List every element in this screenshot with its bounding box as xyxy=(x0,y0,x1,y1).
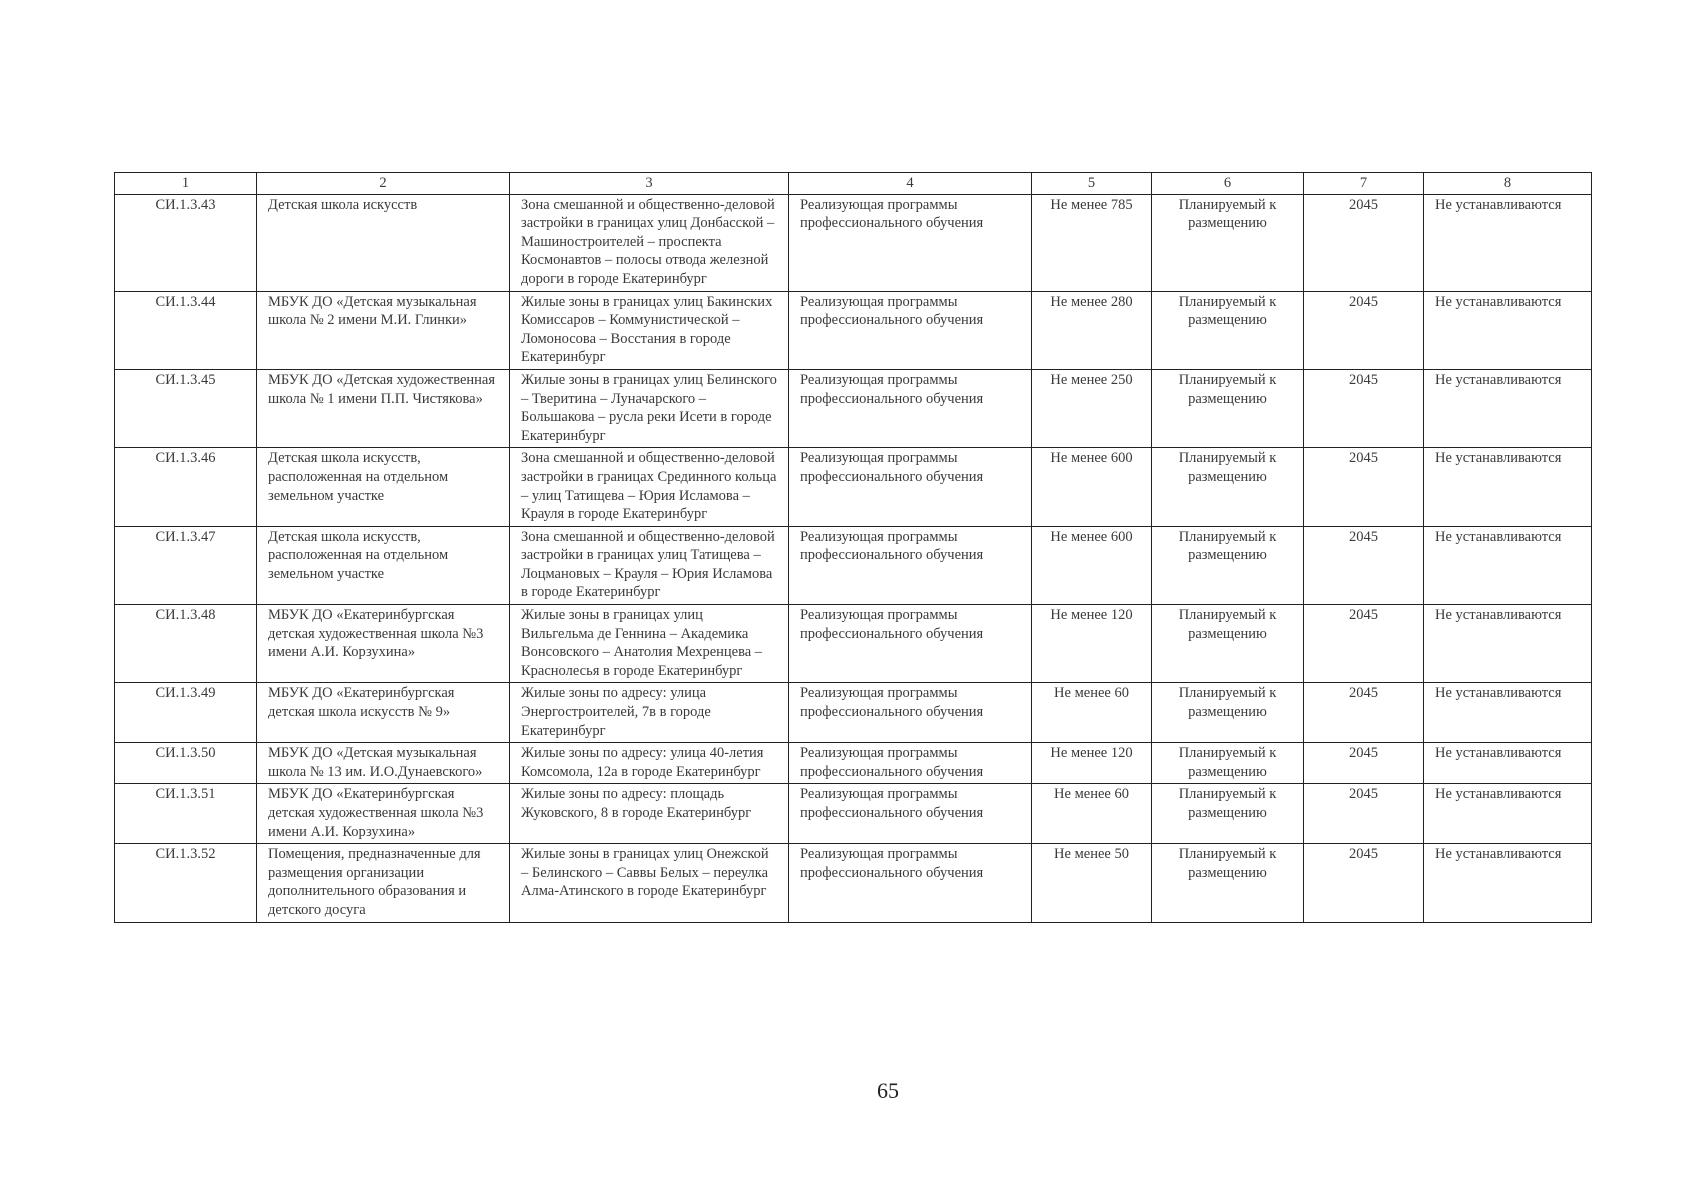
cell-name: Детская школа искусств, расположенная на отдельном земельном участке xyxy=(257,526,510,604)
column-header: 7 xyxy=(1304,173,1424,195)
cell-status: Планируемый к размещению xyxy=(1152,784,1304,844)
cell-location: Жилые зоны в границах улиц Онежской – Белинского – Саввы Белых – переулка Алма-Атинского в городе Екатеринбург xyxy=(510,844,789,922)
cell-type: Реализующая программы профессионального обучения xyxy=(789,448,1032,526)
column-header: 6 xyxy=(1152,173,1304,195)
cell-status: Планируемый к размещению xyxy=(1152,605,1304,683)
cell-status: Планируемый к размещению xyxy=(1152,743,1304,784)
cell-type: Реализующая программы профессионального обучения xyxy=(789,291,1032,369)
cell-location: Жилые зоны в границах улиц Белинского – Тверитина – Луначарского – Большакова – русла реки Исети в городе Екатеринбург xyxy=(510,369,789,447)
cell-capacity: Не менее 600 xyxy=(1032,526,1152,604)
table-row xyxy=(115,194,1592,291)
cell-code: СИ.1.3.51 xyxy=(115,784,257,844)
cell-capacity: Не менее 50 xyxy=(1032,844,1152,922)
cell-name: МБУК ДО «Детская музыкальная школа № 13 им. И.О.Дунаевского» xyxy=(257,743,510,784)
cell-limits: Не устанавливаются xyxy=(1424,743,1592,784)
cell-name: МБУК ДО «Екатеринбургская детская художественная школа №3 имени А.И. Корзухина» xyxy=(257,784,510,844)
cell-capacity: Не менее 600 xyxy=(1032,448,1152,526)
table-row xyxy=(115,526,1592,604)
cell-year: 2045 xyxy=(1304,605,1424,683)
cell-name: Детская школа искусств, расположенная на отдельном земельном участке xyxy=(257,448,510,526)
cell-type: Реализующая программы профессионального обучения xyxy=(789,844,1032,922)
cell-limits: Не устанавливаются xyxy=(1424,844,1592,922)
table-row xyxy=(115,743,1592,784)
cell-name: МБУК ДО «Екатеринбургская детская художественная школа №3 имени А.И. Корзухина» xyxy=(257,605,510,683)
cell-location: Зона смешанной и общественно-деловой застройки в границах Срединного кольца – улиц Татищева – Юрия Исламова – Крауля в городе Екатеринбург xyxy=(510,448,789,526)
cell-name: МБУК ДО «Екатеринбургская детская школа искусств № 9» xyxy=(257,683,510,743)
cell-name: МБУК ДО «Детская музыкальная школа № 2 имени М.И. Глинки» xyxy=(257,291,510,369)
cell-type: Реализующая программы профессионального обучения xyxy=(789,605,1032,683)
cell-year: 2045 xyxy=(1304,784,1424,844)
table-row xyxy=(115,448,1592,526)
cell-code: СИ.1.3.49 xyxy=(115,683,257,743)
table-row xyxy=(115,844,1592,922)
cell-year: 2045 xyxy=(1304,844,1424,922)
column-header: 2 xyxy=(257,173,510,195)
cell-location: Зона смешанной и общественно-деловой застройки в границах улиц Татищева – Лоцмановых – Крауля – Юрия Исламова в городе Екатеринбург xyxy=(510,526,789,604)
cell-limits: Не устанавливаются xyxy=(1424,605,1592,683)
cell-type: Реализующая программы профессионального обучения xyxy=(789,526,1032,604)
cell-type: Реализующая программы профессионального обучения xyxy=(789,743,1032,784)
cell-status: Планируемый к размещению xyxy=(1152,526,1304,604)
cell-year: 2045 xyxy=(1304,291,1424,369)
cell-code: СИ.1.3.45 xyxy=(115,369,257,447)
cell-status: Планируемый к размещению xyxy=(1152,369,1304,447)
cell-code: СИ.1.3.47 xyxy=(115,526,257,604)
cell-code: СИ.1.3.46 xyxy=(115,448,257,526)
cell-capacity: Не менее 785 xyxy=(1032,194,1152,291)
cell-capacity: Не менее 60 xyxy=(1032,784,1152,844)
cell-status: Планируемый к размещению xyxy=(1152,448,1304,526)
cell-capacity: Не менее 120 xyxy=(1032,605,1152,683)
table-row xyxy=(115,369,1592,447)
cell-capacity: Не менее 250 xyxy=(1032,369,1152,447)
cell-year: 2045 xyxy=(1304,526,1424,604)
cell-capacity: Не менее 280 xyxy=(1032,291,1152,369)
cell-year: 2045 xyxy=(1304,448,1424,526)
cell-year: 2045 xyxy=(1304,683,1424,743)
cell-name: Помещения, предназначенные для размещения организации дополнительного образования и детского досуга xyxy=(257,844,510,922)
cell-location: Жилые зоны в границах улиц Вильгельма де Геннина – Академика Вонсовского – Анатолия Мехренцева – Краснолесья в городе Екатеринбург xyxy=(510,605,789,683)
cell-name: Детская школа искусств xyxy=(257,194,510,291)
cell-location: Зона смешанной и общественно-деловой застройки в границах улиц Донбасской – Машиностроителей – проспекта Космонавтов – полосы отвода железной дороги в городе Екатеринбург xyxy=(510,194,789,291)
cell-status: Планируемый к размещению xyxy=(1152,683,1304,743)
cell-year: 2045 xyxy=(1304,369,1424,447)
cell-capacity: Не менее 60 xyxy=(1032,683,1152,743)
cell-location: Жилые зоны по адресу: улица 40-летия Комсомола, 12а в городе Екатеринбург xyxy=(510,743,789,784)
table-row xyxy=(115,683,1592,743)
table-header-row xyxy=(115,173,1592,195)
cell-limits: Не устанавливаются xyxy=(1424,448,1592,526)
cell-status: Планируемый к размещению xyxy=(1152,194,1304,291)
cell-limits: Не устанавливаются xyxy=(1424,526,1592,604)
column-header: 5 xyxy=(1032,173,1152,195)
cell-code: СИ.1.3.44 xyxy=(115,291,257,369)
cell-code: СИ.1.3.43 xyxy=(115,194,257,291)
column-header: 4 xyxy=(789,173,1032,195)
page-number: 65 xyxy=(877,1078,899,1103)
cell-year: 2045 xyxy=(1304,194,1424,291)
cell-limits: Не устанавливаются xyxy=(1424,784,1592,844)
cell-limits: Не устанавливаются xyxy=(1424,683,1592,743)
cell-name: МБУК ДО «Детская художественная школа № 1 имени П.П. Чистякова» xyxy=(257,369,510,447)
column-header: 8 xyxy=(1424,173,1592,195)
cell-code: СИ.1.3.52 xyxy=(115,844,257,922)
cell-limits: Не устанавливаются xyxy=(1424,291,1592,369)
cell-location: Жилые зоны по адресу: площадь Жуковского, 8 в городе Екатеринбург xyxy=(510,784,789,844)
facilities-table xyxy=(114,172,1592,923)
cell-location: Жилые зоны по адресу: улица Энергостроителей, 7в в городе Екатеринбург xyxy=(510,683,789,743)
cell-limits: Не устанавливаются xyxy=(1424,194,1592,291)
cell-status: Планируемый к размещению xyxy=(1152,844,1304,922)
cell-status: Планируемый к размещению xyxy=(1152,291,1304,369)
cell-type: Реализующая программы профессионального обучения xyxy=(789,683,1032,743)
cell-code: СИ.1.3.50 xyxy=(115,743,257,784)
cell-year: 2045 xyxy=(1304,743,1424,784)
table-row xyxy=(115,784,1592,844)
cell-limits: Не устанавливаются xyxy=(1424,369,1592,447)
cell-type: Реализующая программы профессионального обучения xyxy=(789,784,1032,844)
table-row xyxy=(115,605,1592,683)
cell-type: Реализующая программы профессионального обучения xyxy=(789,369,1032,447)
column-header: 1 xyxy=(115,173,257,195)
cell-location: Жилые зоны в границах улиц Бакинских Комиссаров – Коммунистической – Ломоносова – Восстания в городе Екатеринбург xyxy=(510,291,789,369)
cell-code: СИ.1.3.48 xyxy=(115,605,257,683)
cell-capacity: Не менее 120 xyxy=(1032,743,1152,784)
column-header: 3 xyxy=(510,173,789,195)
table-row xyxy=(115,291,1592,369)
cell-type: Реализующая программы профессионального обучения xyxy=(789,194,1032,291)
